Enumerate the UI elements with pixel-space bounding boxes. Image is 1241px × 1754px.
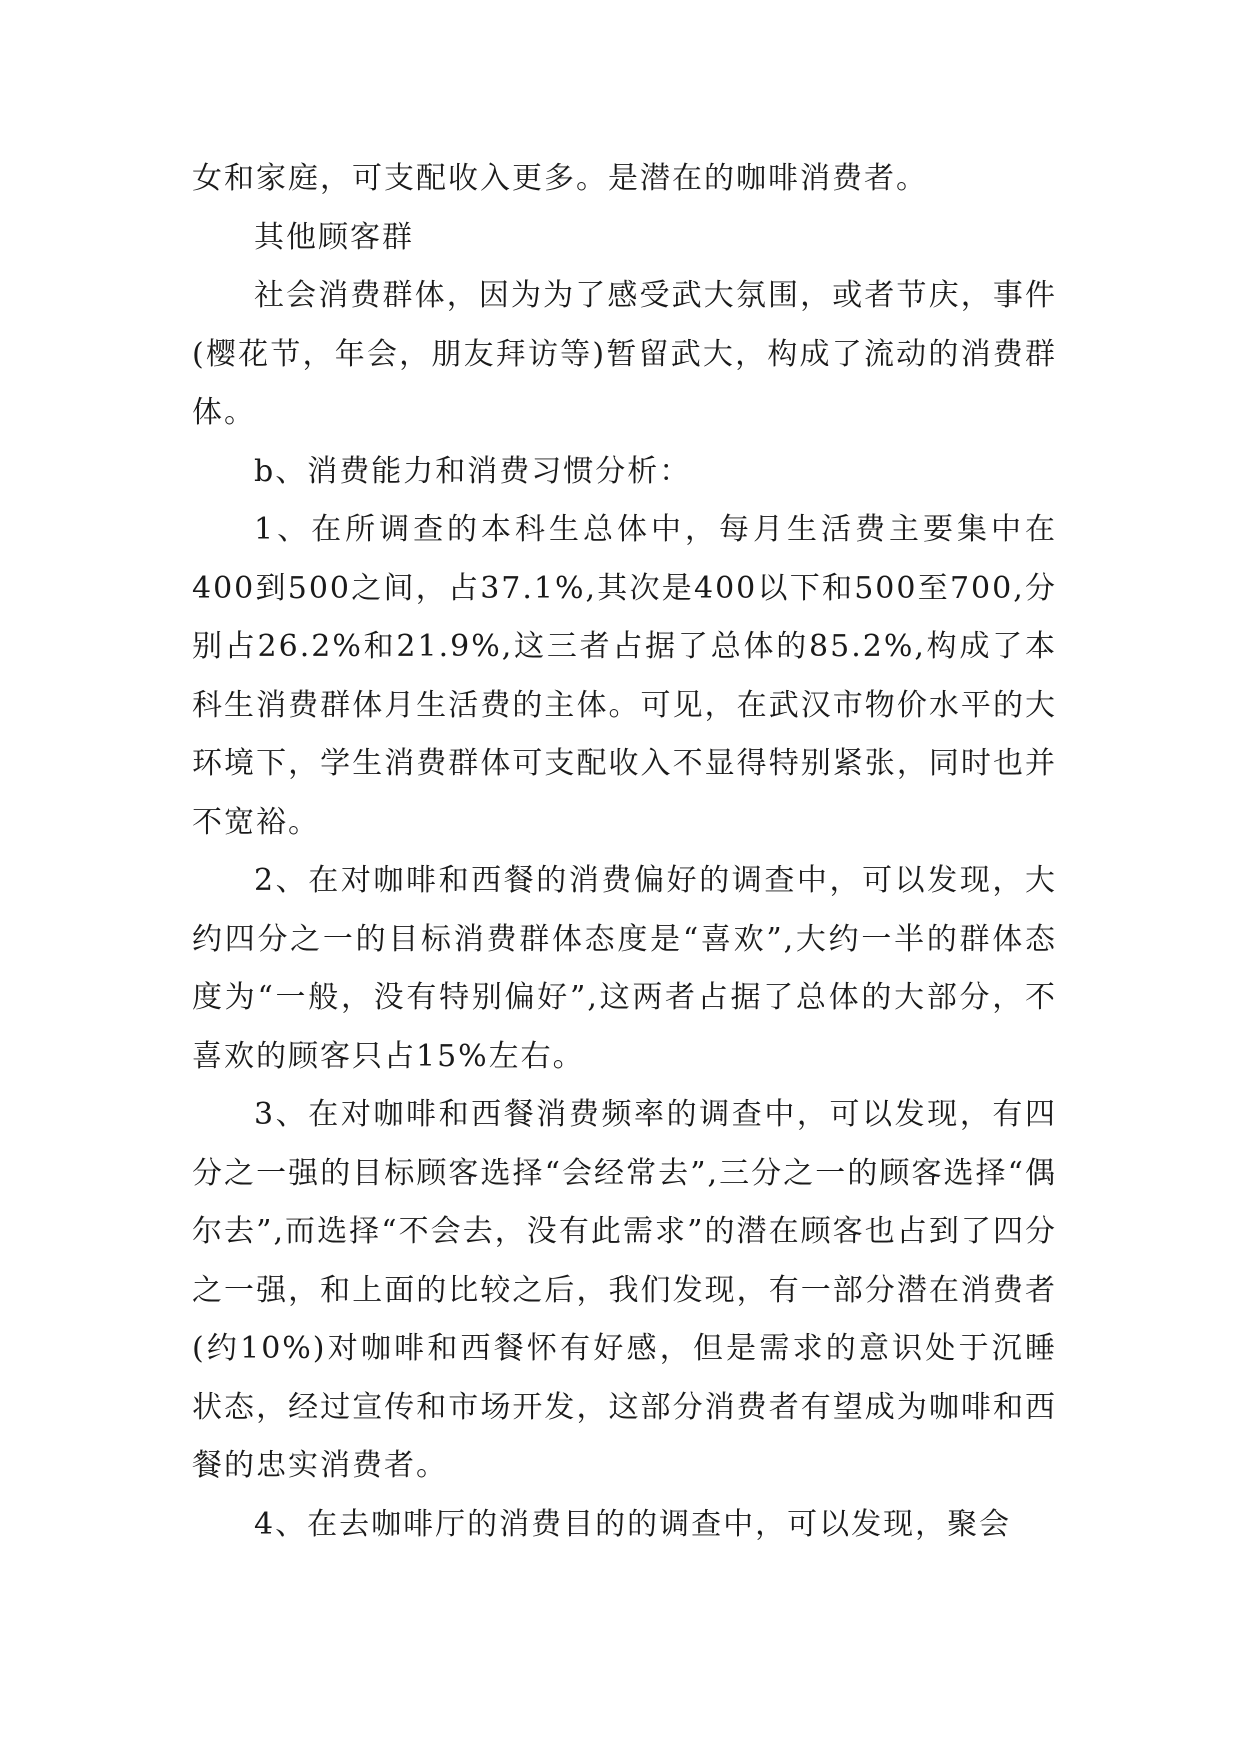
paragraph-other-customers-heading: 其他顾客群 <box>254 219 414 255</box>
paragraph-item-1: 1、在所调查的本科生总体中，每月生活费主要集中在400到500之间，占37.1%,其次是400以下和500至700,分别占26.2%和21.9%,这三者占据了总体的85.2%,构成了本科生消费群体月生活费的主体。可见，在武汉市物价水平的大环境下，学生消费群体可支配收入不显得特别紧张，同时也并不宽裕。 <box>192 512 1057 840</box>
paragraph-item-3: 3、在对咖啡和西餐消费频率的调查中，可以发现，有四分之一强的目标顾客选择“会经常去”,三分之一的顾客选择“偶尔去”,而选择“不会去，没有此需求”的潜在顾客也占到了四分之一强，和上面的比较之后，我们发现，有一部分潜在消费者(约10%)对咖啡和西餐怀有好感，但是需求的意识处于沉睡状态，经过宣传和市场开发，这部分消费者有望成为咖啡和西餐的忠实消费者。 <box>192 1097 1057 1483</box>
paragraph-item-2: 2、在对咖啡和西餐的消费偏好的调查中，可以发现，大约四分之一的目标消费群体态度是“喜欢”,大约一半的群体态度为“一般，没有特别偏好”,这两者占据了总体的大部分，不喜欢的顾客只占15%左右。 <box>192 863 1057 1074</box>
paragraph-continuation: 女和家庭，可支配收入更多。是潜在的咖啡消费者。 <box>192 161 928 196</box>
document-body <box>192 150 1057 1554</box>
paragraph-section-b-heading: b、消费能力和消费习惯分析： <box>254 453 692 489</box>
paragraph-item-4: 4、在去咖啡厅的消费目的的调查中，可以发现，聚会 <box>254 1506 1012 1542</box>
paragraph-social-consumers: 社会消费群体，因为为了感受武大氛围，或者节庆，事件(樱花节，年会，朋友拜访等)暂留武大，构成了流动的消费群体。 <box>192 278 1057 430</box>
